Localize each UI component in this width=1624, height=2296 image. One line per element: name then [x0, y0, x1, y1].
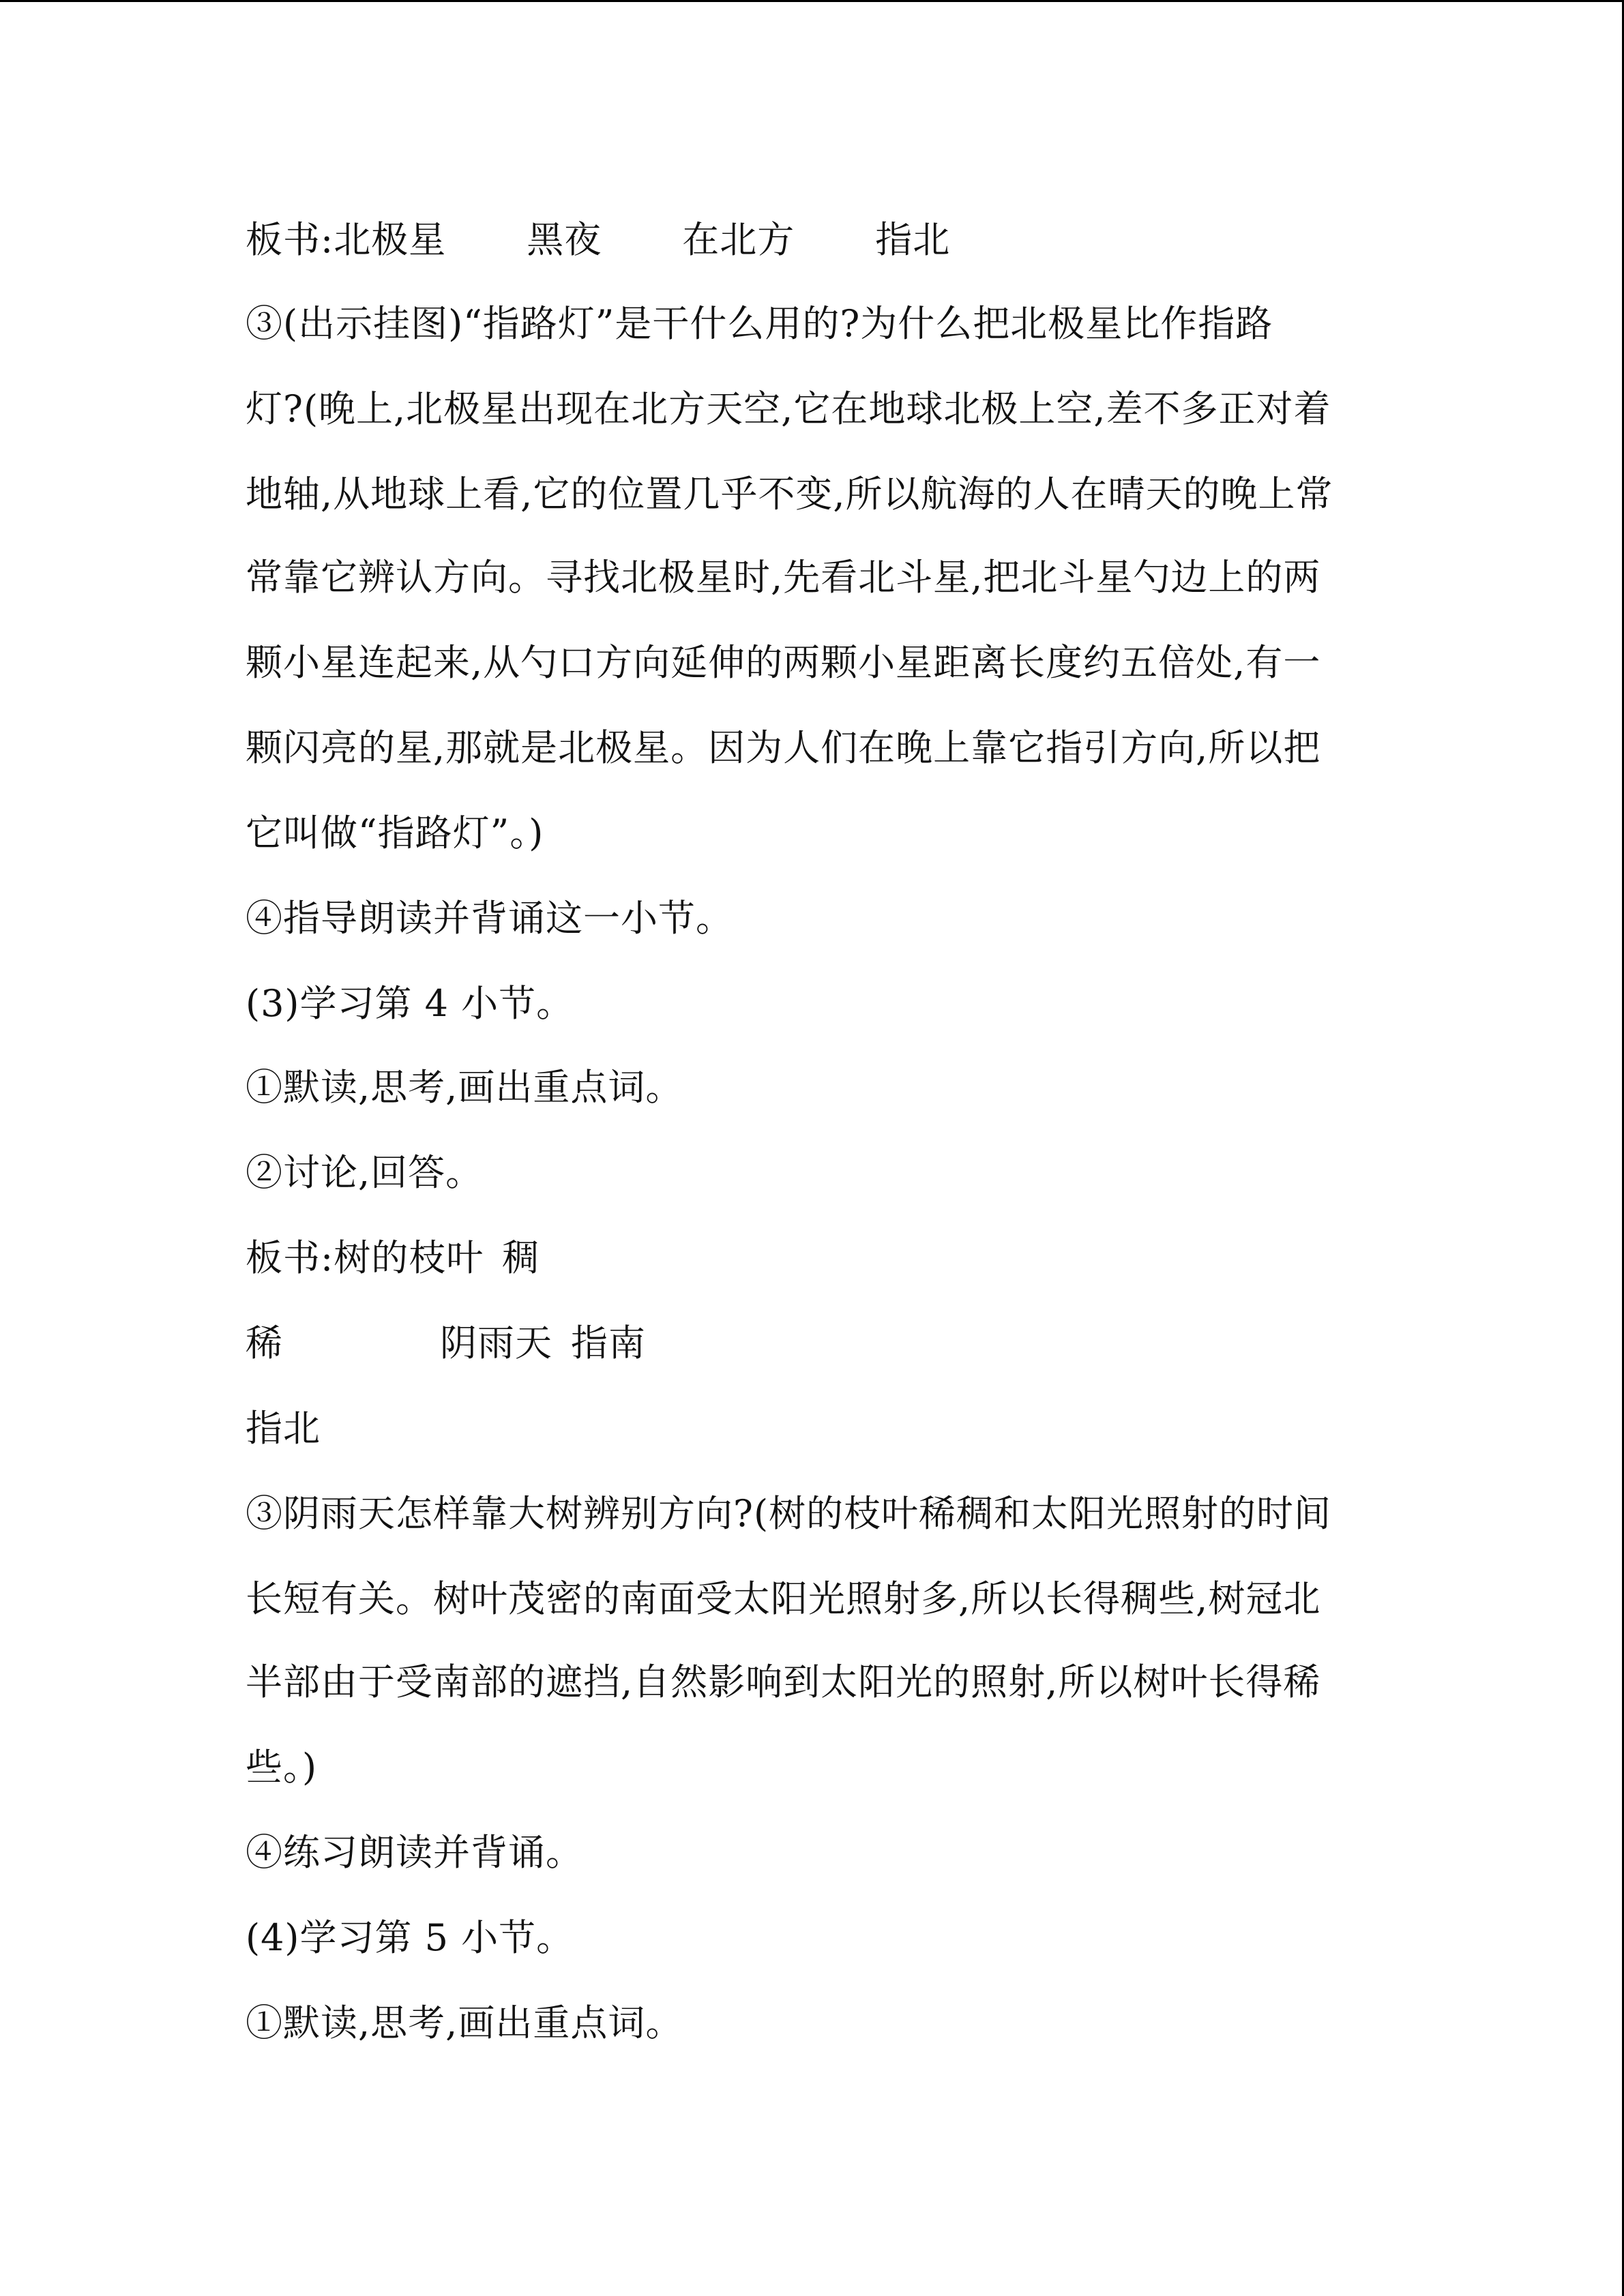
- step-silent-read: ①默读,思考,画出重点词。: [246, 1066, 683, 1109]
- paragraph-line: 灯?(晚上,北极星出现在北方天空,它在地球北极上空,差不多正对着: [246, 387, 1331, 430]
- paragraph-line: 半部由于受南部的遮挡,自然影响到太阳光的照射,所以树叶长得稀: [246, 1660, 1321, 1703]
- board-word-point-north: 指北: [875, 218, 951, 261]
- step-silent-read: ①默读,思考,画出重点词。: [246, 2001, 683, 2044]
- board-label: 板书:北极星: [246, 218, 447, 261]
- section-heading: (4)学习第 5 小节。: [246, 1916, 574, 1959]
- section-heading: (3)学习第 4 小节。: [246, 982, 574, 1025]
- paragraph-line: ③阴雨天怎样靠大树辨别方向?(树的枝叶稀稠和太阳光照射的时间: [246, 1492, 1332, 1535]
- board-word-point-south: 指南: [571, 1322, 646, 1365]
- paragraph-line: 常靠它辨认方向。寻找北极星时,先看北斗星,把北斗星勺边上的两: [246, 556, 1321, 599]
- board-word-rainy-day: 阴雨天: [440, 1322, 552, 1365]
- paragraph-line: 地轴,从地球上看,它的位置几乎不变,所以航海的人在晴天的晚上常: [246, 473, 1333, 516]
- paragraph-line: 它叫做“指路灯”。): [246, 811, 544, 854]
- step-read-aloud: ④指导朗读并背诵这一小节。: [246, 897, 733, 940]
- paragraph-line: ③(出示挂图)“指路灯”是干什么用的?为什么把北极星比作指路: [246, 302, 1273, 345]
- page-top-border: [0, 0, 1624, 2]
- board-word-north: 在北方: [682, 218, 795, 261]
- paragraph-line: 些。): [246, 1746, 318, 1789]
- board-word-dense: 稠: [502, 1236, 540, 1279]
- paragraph-line: 颗闪亮的星,那就是北极星。因为人们在晚上靠它指引方向,所以把: [246, 726, 1321, 769]
- board-word-night: 黑夜: [527, 218, 602, 261]
- board-word-point-north: 指北: [246, 1407, 321, 1450]
- paragraph-line: 颗小星连起来,从勺口方向延伸的两颗小星距离长度约五倍处,有一: [246, 641, 1321, 684]
- board-word-sparse: 稀: [246, 1322, 283, 1365]
- step-practice-read: ④练习朗读并背诵。: [246, 1831, 583, 1874]
- board-label: 板书:树的枝叶: [246, 1236, 484, 1279]
- board-notes-polaris: [246, 216, 950, 264]
- board-notes-tree: [246, 1234, 540, 1282]
- paragraph-line: 长短有关。树叶茂密的南面受太阳光照射多,所以长得稠些,树冠北: [246, 1577, 1321, 1620]
- step-discuss: ②讨论,回答。: [246, 1151, 484, 1194]
- board-notes-tree-row2: [246, 1320, 646, 1367]
